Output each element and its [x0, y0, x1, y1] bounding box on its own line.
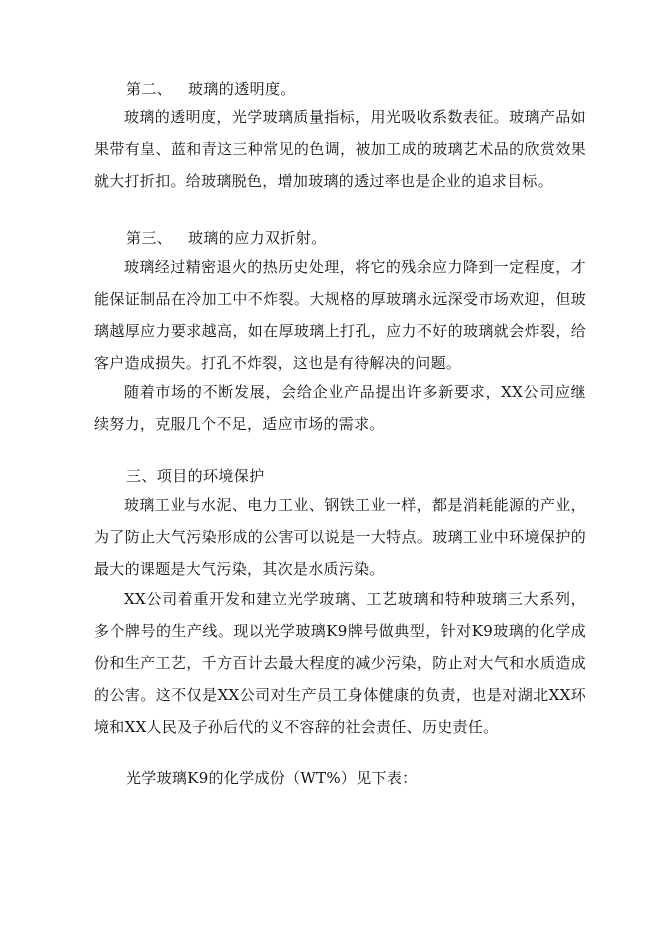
section-heading-transparency: [126, 78, 296, 100]
section-heading-environment: 三、项目的环境保护: [126, 467, 265, 485]
table-intro: 光学玻璃K9的化学成份（WT%）见下表：: [126, 769, 418, 787]
paragraph-market: 随着市场的不断发展，会给企业产品提出许多新要求，XX公司应继续努力，克服几个不足，适应市场的需求。: [94, 383, 586, 433]
section-heading-birefringence: [126, 227, 327, 249]
paragraph-pollution: 玻璃工业与水泥、电力工业、钢铁工业一样，都是消耗能源的产业，为了防止大气污染形成的公害可以说是一大特点。玻璃工业中环境保护的最大的课题是大气污染，其次是水质污染。: [94, 496, 586, 578]
section-title: 玻璃的应力双折射。: [188, 229, 327, 247]
paragraph-annealing: 玻璃经过精密退火的热历史处理，将它的残余应力降到一定程度，才能保证制品在冷加工中不炸裂。大规格的厚玻璃永远深受市场欢迎，但玻璃越厚应力要求越高，如在厚玻璃上打孔，应力不好的玻璃就会炸裂，给客户造成损失。打孔不炸裂，这也是有待解决的问题。: [94, 258, 586, 372]
section-number: 第二、: [126, 80, 173, 98]
section-title: 玻璃的透明度。: [188, 80, 296, 98]
section-number: 第三、: [126, 229, 173, 247]
paragraph-transparency: 玻璃的透明度，光学玻璃质量指标，用光吸收系数表征。玻璃产品如果带有皇、蓝和青这三种常见的色调，被加工成的玻璃艺术品的欣赏效果就大打折扣。给玻璃脱色，增加玻璃的透过率也是企业的追求目标。: [94, 108, 586, 190]
paragraph-k9-production: XX公司着重开发和建立光学玻璃、工艺玻璃和特种玻璃三大系列，多个牌号的生产线。现以光学玻璃K9牌号做典型，针对K9玻璃的化学成份和生产工艺，千方百计去最大程度的减少污染，防止对大气和水质造成的公害。这不仅是XX公司对生产员工身体健康的负责，也是对湖北XX环境和XX人民及子孙后代的义不容辞的社会责任、历史责任。: [94, 590, 586, 736]
